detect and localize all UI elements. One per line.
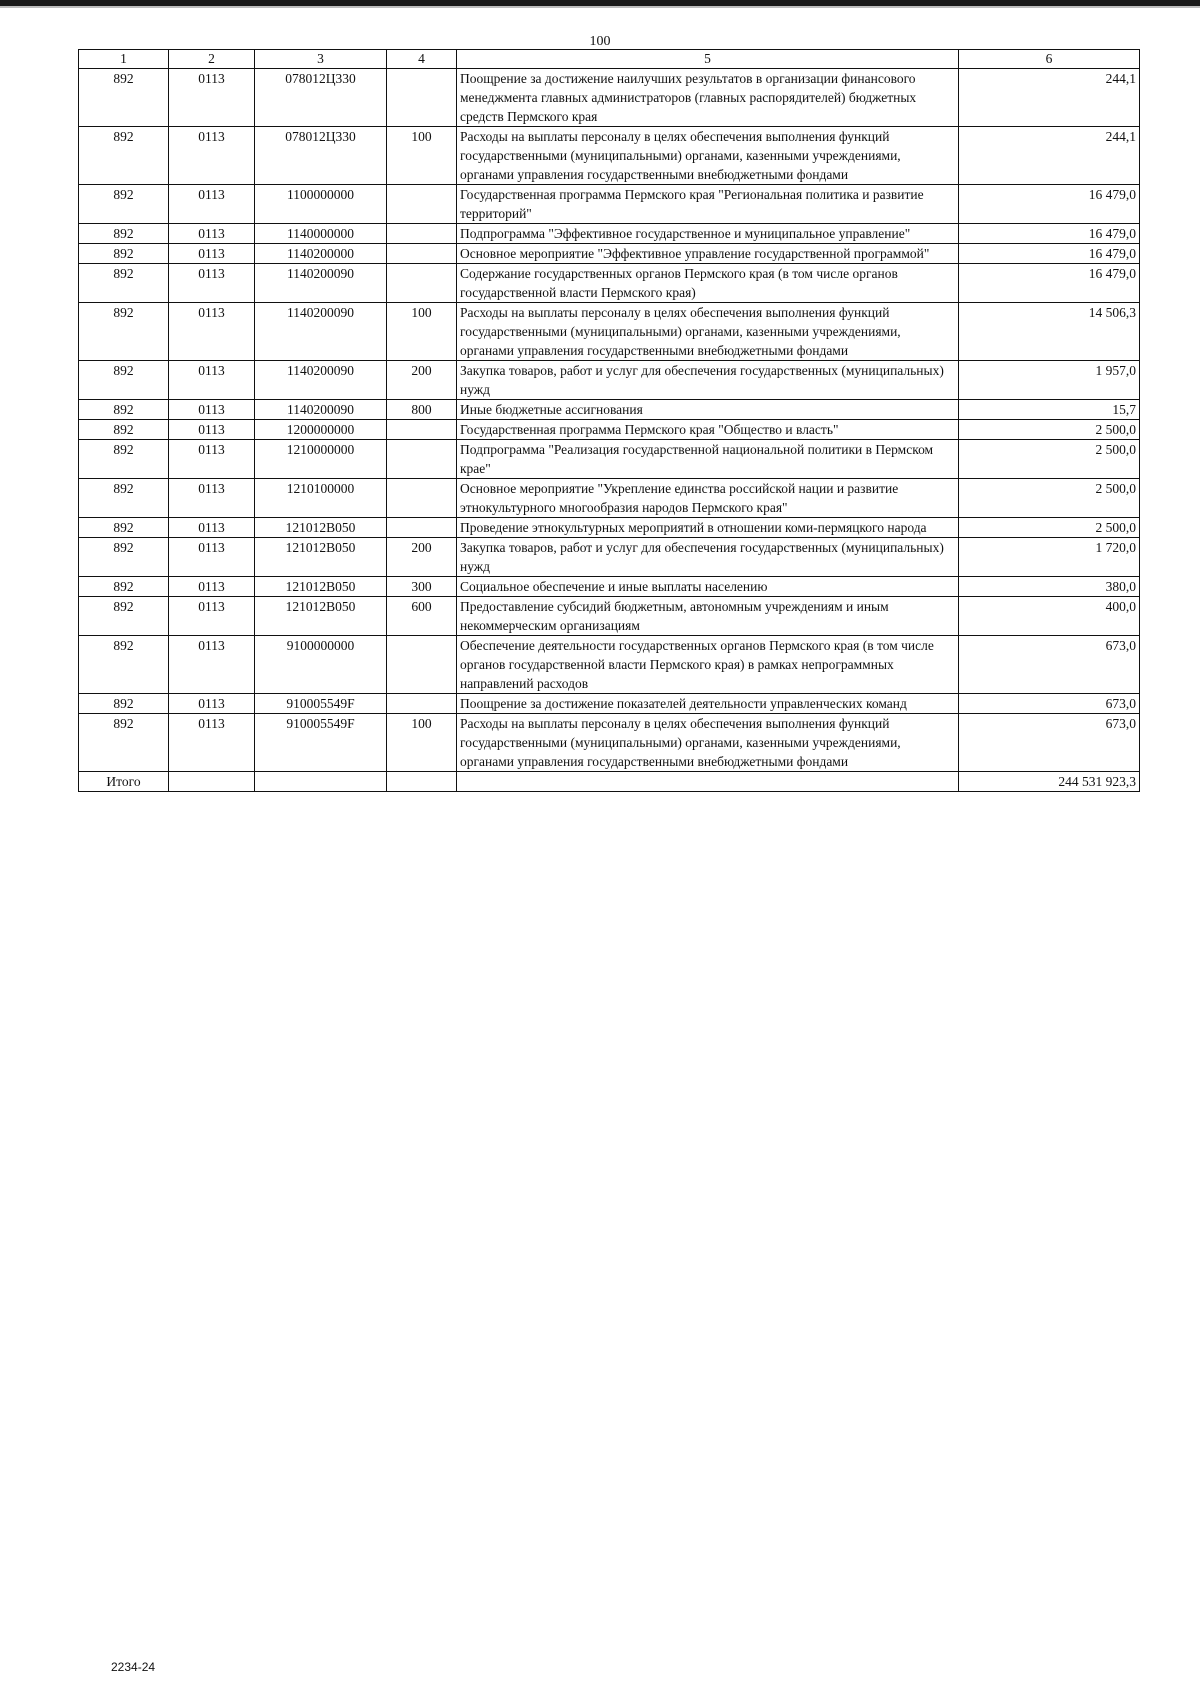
- cell-target-code: 121012В050: [255, 518, 387, 538]
- cell-target-code: 9100000000: [255, 636, 387, 694]
- cell-target-code: 1210000000: [255, 440, 387, 479]
- cell-target-code: 078012Ц330: [255, 69, 387, 127]
- table-row: [79, 714, 1140, 772]
- cell-description: Проведение этнокультурных мероприятий в отношении коми-пермяцкого народа: [457, 518, 959, 538]
- cell-amount: 2 500,0: [959, 518, 1140, 538]
- cell-section-code: 0113: [169, 244, 255, 264]
- cell-target-code: 1210100000: [255, 479, 387, 518]
- cell-expense-type: 600: [387, 597, 457, 636]
- cell-target-code: 1140200090: [255, 361, 387, 400]
- cell-expense-type: 300: [387, 577, 457, 597]
- cell-amount: 16 479,0: [959, 185, 1140, 224]
- table-row: [79, 636, 1140, 694]
- cell-description: Расходы на выплаты персоналу в целях обеспечения выполнения функций государственными (муниципальными) органами, казенными учреждениями, органами управления государственными внебюджетными фондами: [457, 127, 959, 185]
- cell-section-code: 0113: [169, 636, 255, 694]
- cell-amount: 1 957,0: [959, 361, 1140, 400]
- cell-amount: 2 500,0: [959, 420, 1140, 440]
- cell-section-code: 0113: [169, 69, 255, 127]
- table-row: [79, 420, 1140, 440]
- col-header-4: 4: [387, 50, 457, 69]
- cell-expense-type: 200: [387, 361, 457, 400]
- cell-target-code: 1140000000: [255, 224, 387, 244]
- col-header-2: 2: [169, 50, 255, 69]
- cell-admin-code: 892: [79, 479, 169, 518]
- cell-admin-code: 892: [79, 303, 169, 361]
- cell-expense-type: [387, 420, 457, 440]
- cell-target-code: 121012В050: [255, 597, 387, 636]
- cell-admin-code: 892: [79, 400, 169, 420]
- cell-admin-code: 892: [79, 518, 169, 538]
- cell-description: Предоставление субсидий бюджетным, автономным учреждениям и иным некоммерческим организациям: [457, 597, 959, 636]
- total-empty-cell: [169, 772, 255, 792]
- cell-expense-type: [387, 244, 457, 264]
- total-value: 244 531 923,3: [959, 772, 1140, 792]
- cell-description: Поощрение за достижение показателей деятельности управленческих команд: [457, 694, 959, 714]
- cell-amount: 673,0: [959, 694, 1140, 714]
- cell-admin-code: 892: [79, 538, 169, 577]
- cell-target-code: 078012Ц330: [255, 127, 387, 185]
- budget-table: [78, 49, 1140, 792]
- cell-section-code: 0113: [169, 597, 255, 636]
- cell-amount: 244,1: [959, 127, 1140, 185]
- cell-description: Поощрение за достижение наилучших результатов в организации финансового менеджмента главных администраторов (главных распорядителей) бюджетных средств Пермского края: [457, 69, 959, 127]
- cell-description: Государственная программа Пермского края "Общество и власть": [457, 420, 959, 440]
- cell-target-code: 1100000000: [255, 185, 387, 224]
- table-row: [79, 479, 1140, 518]
- cell-section-code: 0113: [169, 185, 255, 224]
- cell-section-code: 0113: [169, 714, 255, 772]
- cell-section-code: 0113: [169, 479, 255, 518]
- cell-amount: 244,1: [959, 69, 1140, 127]
- cell-description: Расходы на выплаты персоналу в целях обеспечения выполнения функций государственными (муниципальными) органами, казенными учреждениями, органами управления государственными внебюджетными фондами: [457, 714, 959, 772]
- cell-section-code: 0113: [169, 224, 255, 244]
- cell-expense-type: [387, 264, 457, 303]
- cell-expense-type: [387, 636, 457, 694]
- cell-description: Социальное обеспечение и иные выплаты населению: [457, 577, 959, 597]
- cell-expense-type: [387, 224, 457, 244]
- cell-target-code: 1140200090: [255, 303, 387, 361]
- cell-expense-type: 100: [387, 303, 457, 361]
- table-row: [79, 361, 1140, 400]
- cell-expense-type: [387, 185, 457, 224]
- cell-description: Закупка товаров, работ и услуг для обеспечения государственных (муниципальных) нужд: [457, 361, 959, 400]
- cell-expense-type: [387, 518, 457, 538]
- cell-admin-code: 892: [79, 694, 169, 714]
- cell-admin-code: 892: [79, 244, 169, 264]
- cell-admin-code: 892: [79, 420, 169, 440]
- cell-amount: 2 500,0: [959, 440, 1140, 479]
- cell-description: Иные бюджетные ассигнования: [457, 400, 959, 420]
- cell-admin-code: 892: [79, 597, 169, 636]
- cell-admin-code: 892: [79, 440, 169, 479]
- cell-section-code: 0113: [169, 400, 255, 420]
- cell-amount: 14 506,3: [959, 303, 1140, 361]
- cell-amount: 400,0: [959, 597, 1140, 636]
- table-row: [79, 538, 1140, 577]
- cell-description: Основное мероприятие "Эффективное управление государственной программой": [457, 244, 959, 264]
- cell-amount: 16 479,0: [959, 224, 1140, 244]
- cell-expense-type: [387, 440, 457, 479]
- table-row: [79, 127, 1140, 185]
- cell-section-code: 0113: [169, 518, 255, 538]
- cell-admin-code: 892: [79, 636, 169, 694]
- table-row: [79, 400, 1140, 420]
- cell-expense-type: [387, 479, 457, 518]
- table-row: [79, 303, 1140, 361]
- cell-description: Обеспечение деятельности государственных органов Пермского края (в том числе органов государственной власти Пермского края) в рамках непрограммных направлений расходов: [457, 636, 959, 694]
- cell-admin-code: 892: [79, 577, 169, 597]
- cell-amount: 16 479,0: [959, 264, 1140, 303]
- cell-expense-type: 200: [387, 538, 457, 577]
- cell-description: Государственная программа Пермского края "Региональная политика и развитие территорий": [457, 185, 959, 224]
- header-row: [79, 50, 1140, 69]
- table-row: [79, 264, 1140, 303]
- table-row: [79, 224, 1140, 244]
- cell-section-code: 0113: [169, 577, 255, 597]
- table-row: [79, 694, 1140, 714]
- table-row: [79, 440, 1140, 479]
- cell-section-code: 0113: [169, 264, 255, 303]
- scan-top-shadow: [0, 6, 1200, 8]
- page-number: 100: [589, 34, 611, 49]
- cell-target-code: 1140200090: [255, 400, 387, 420]
- cell-section-code: 0113: [169, 694, 255, 714]
- cell-target-code: 910005549F: [255, 714, 387, 772]
- cell-target-code: 121012В050: [255, 577, 387, 597]
- cell-expense-type: 800: [387, 400, 457, 420]
- col-header-1: 1: [79, 50, 169, 69]
- cell-expense-type: [387, 694, 457, 714]
- cell-admin-code: 892: [79, 224, 169, 244]
- table-row: [79, 244, 1140, 264]
- table-row: [79, 577, 1140, 597]
- cell-description: Закупка товаров, работ и услуг для обеспечения государственных (муниципальных) нужд: [457, 538, 959, 577]
- cell-amount: 380,0: [959, 577, 1140, 597]
- cell-description: Подпрограмма "Реализация государственной национальной политики в Пермском крае": [457, 440, 959, 479]
- table-body: [79, 69, 1140, 772]
- cell-target-code: 910005549F: [255, 694, 387, 714]
- total-row: [79, 772, 1140, 792]
- total-empty-cell: [387, 772, 457, 792]
- col-header-6: 6: [959, 50, 1140, 69]
- cell-expense-type: 100: [387, 127, 457, 185]
- table-row: [79, 69, 1140, 127]
- total-empty-cell: [255, 772, 387, 792]
- cell-admin-code: 892: [79, 185, 169, 224]
- cell-description: Расходы на выплаты персоналу в целях обеспечения выполнения функций государственными (муниципальными) органами, казенными учреждениями, органами управления государственными внебюджетными фондами: [457, 303, 959, 361]
- cell-amount: 673,0: [959, 714, 1140, 772]
- cell-amount: 16 479,0: [959, 244, 1140, 264]
- cell-section-code: 0113: [169, 420, 255, 440]
- footer-code: 2234-24: [111, 1660, 156, 1674]
- cell-target-code: 121012В050: [255, 538, 387, 577]
- cell-target-code: 1200000000: [255, 420, 387, 440]
- table-row: [79, 518, 1140, 538]
- cell-target-code: 1140200090: [255, 264, 387, 303]
- total-empty-cell: [457, 772, 959, 792]
- table-row: [79, 597, 1140, 636]
- cell-admin-code: 892: [79, 714, 169, 772]
- cell-section-code: 0113: [169, 361, 255, 400]
- col-header-5: 5: [457, 50, 959, 69]
- cell-section-code: 0113: [169, 538, 255, 577]
- cell-expense-type: 100: [387, 714, 457, 772]
- col-header-3: 3: [255, 50, 387, 69]
- cell-description: Подпрограмма "Эффективное государственное и муниципальное управление": [457, 224, 959, 244]
- cell-amount: 1 720,0: [959, 538, 1140, 577]
- cell-admin-code: 892: [79, 264, 169, 303]
- cell-section-code: 0113: [169, 127, 255, 185]
- cell-target-code: 1140200000: [255, 244, 387, 264]
- cell-description: Основное мероприятие "Укрепление единства российской нации и развитие этнокультурного многообразия народов Пермского края": [457, 479, 959, 518]
- cell-amount: 673,0: [959, 636, 1140, 694]
- cell-amount: 15,7: [959, 400, 1140, 420]
- cell-admin-code: 892: [79, 127, 169, 185]
- cell-expense-type: [387, 69, 457, 127]
- table-row: [79, 185, 1140, 224]
- cell-section-code: 0113: [169, 303, 255, 361]
- cell-section-code: 0113: [169, 440, 255, 479]
- cell-amount: 2 500,0: [959, 479, 1140, 518]
- cell-description: Содержание государственных органов Пермского края (в том числе органов государственной власти Пермского края): [457, 264, 959, 303]
- cell-admin-code: 892: [79, 69, 169, 127]
- cell-admin-code: 892: [79, 361, 169, 400]
- total-label: Итого: [79, 772, 169, 792]
